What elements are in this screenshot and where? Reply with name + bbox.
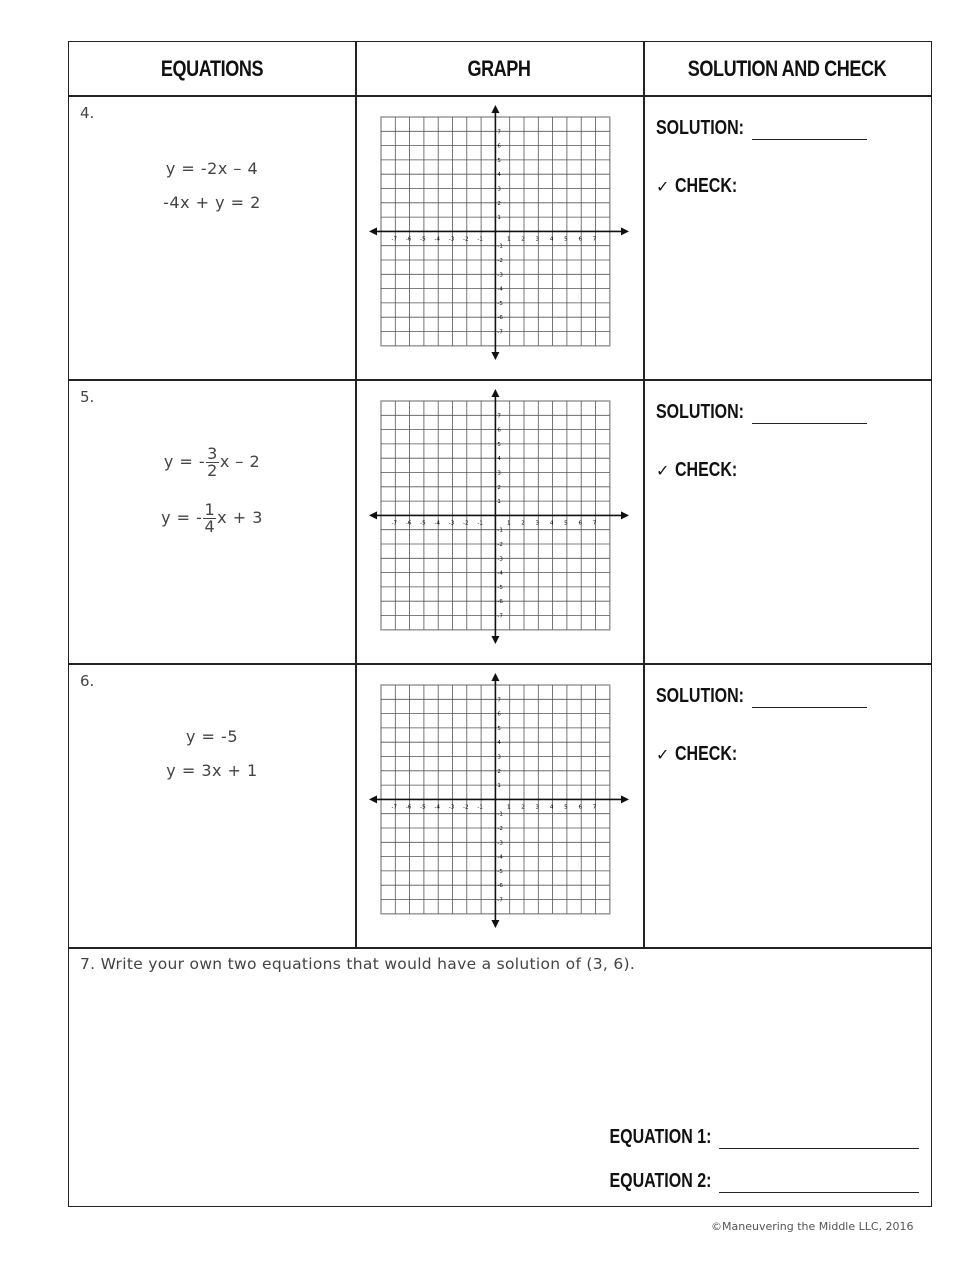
row-divider — [69, 947, 931, 949]
y-tick-label: -3 — [497, 840, 503, 847]
y-tick-label: 7 — [497, 697, 501, 704]
x-tick-label: 3 — [535, 520, 540, 527]
solution-field[interactable] — [656, 401, 867, 424]
x-tick-label: 4 — [549, 804, 554, 811]
y-tick-label: -5 — [497, 868, 503, 875]
x-tick-label: -3 — [448, 804, 455, 811]
x-tick-label: 5 — [564, 804, 568, 811]
y-tick-label: -2 — [497, 258, 503, 264]
equation-2-blank[interactable] — [719, 1192, 919, 1193]
x-tick-label: -7 — [391, 236, 398, 243]
equation-1-blank[interactable] — [719, 1148, 919, 1149]
y-tick-label: 3 — [497, 754, 501, 761]
coordinate-grid[interactable] — [369, 673, 629, 928]
solution-field[interactable] — [656, 685, 867, 708]
arrow-down-icon — [491, 636, 499, 644]
y-tick-label: -1 — [497, 811, 503, 818]
arrow-left-icon — [369, 795, 377, 803]
x-tick-label: -3 — [448, 520, 455, 527]
x-tick-label: -4 — [434, 804, 440, 811]
solution-blank[interactable] — [752, 423, 867, 424]
y-tick-label: -1 — [497, 243, 503, 250]
x-tick-label: -5 — [420, 236, 426, 243]
equation-2: -4x + y = 2 — [163, 193, 261, 212]
x-tick-label: 3 — [535, 804, 540, 811]
x-tick-label: 1 — [506, 804, 511, 811]
y-tick-label: -6 — [497, 883, 503, 890]
equation-prefix: y = - — [163, 452, 206, 471]
check-field — [656, 459, 753, 482]
x-tick-label: -7 — [391, 520, 398, 527]
fraction — [203, 502, 216, 535]
check-field — [656, 175, 753, 198]
equation-2 — [69, 502, 355, 535]
problem-number: 6. — [80, 672, 95, 690]
y-tick-label: 1 — [497, 499, 501, 506]
check-label: CHECK: — [674, 175, 738, 197]
x-tick-label: 5 — [564, 236, 568, 243]
check-label: CHECK: — [674, 459, 738, 481]
check-mark-icon: ✓ — [656, 179, 670, 196]
row-divider — [69, 95, 931, 97]
y-tick-label: 4 — [497, 740, 501, 747]
y-tick-label: 7 — [497, 413, 501, 420]
check-mark-icon: ✓ — [656, 463, 670, 480]
y-tick-label: -5 — [497, 584, 503, 591]
y-tick-label: 7 — [497, 129, 501, 136]
equation-2: y = 3x + 1 — [166, 761, 258, 780]
x-tick-label: -4 — [434, 236, 440, 243]
y-tick-label: 4 — [497, 172, 501, 179]
x-tick-label: -1 — [477, 520, 483, 527]
check-field — [656, 743, 753, 766]
y-tick-label: -7 — [497, 613, 503, 620]
x-tick-label: 3 — [535, 236, 540, 243]
y-tick-label: 2 — [497, 768, 501, 775]
x-tick-label: 7 — [592, 236, 597, 243]
arrow-down-icon — [491, 920, 499, 928]
arrow-up-icon — [491, 105, 499, 113]
problem-number: 5. — [80, 388, 95, 406]
y-tick-label: -2 — [497, 542, 503, 548]
y-tick-label: -7 — [497, 897, 503, 904]
equation-1 — [69, 446, 355, 479]
x-tick-label: -4 — [434, 520, 440, 527]
x-tick-label: -5 — [420, 520, 426, 527]
numerator: 1 — [204, 500, 216, 519]
worksheet-table — [68, 41, 932, 1207]
x-tick-label: 2 — [521, 804, 525, 811]
copyright-footer: ©Maneuvering the Middle LLC, 2016 — [711, 1220, 914, 1233]
arrow-up-icon — [491, 389, 499, 397]
x-tick-label: 6 — [578, 804, 582, 811]
solution-label: SOLUTION: — [656, 117, 744, 139]
row-divider — [69, 663, 931, 665]
y-tick-label: -3 — [497, 556, 503, 563]
arrow-left-icon — [369, 227, 377, 235]
y-tick-label: 4 — [497, 456, 501, 463]
x-tick-label: -3 — [448, 236, 455, 243]
question-7-prompt: 7. Write your own two equations that would have a solution of (3, 6). — [80, 955, 636, 973]
x-tick-label: 6 — [578, 520, 582, 527]
arrow-down-icon — [491, 352, 499, 360]
y-tick-label: -5 — [497, 300, 503, 307]
equation-1: y = -5 — [186, 727, 238, 746]
y-tick-label: 1 — [497, 215, 501, 222]
equation-2-field[interactable] — [584, 1170, 919, 1193]
y-tick-label: 5 — [497, 157, 501, 164]
arrow-right-icon — [621, 511, 629, 519]
x-tick-label: 7 — [592, 520, 597, 527]
y-tick-label: 5 — [497, 725, 501, 732]
coordinate-grid[interactable] — [369, 105, 629, 360]
x-tick-label: 6 — [578, 236, 582, 243]
check-label: CHECK: — [674, 743, 738, 765]
x-tick-label: -7 — [391, 804, 398, 811]
y-tick-label: 3 — [497, 186, 501, 193]
y-tick-label: -2 — [497, 826, 503, 832]
x-tick-label: 4 — [549, 520, 554, 527]
x-tick-label: -1 — [477, 804, 483, 811]
fraction — [206, 446, 219, 479]
header-equations: EQUATIONS — [160, 56, 264, 81]
y-tick-label: -6 — [497, 599, 503, 606]
equation-prefix: y = - — [161, 508, 203, 527]
equation-suffix: x – 2 — [219, 452, 261, 471]
y-tick-label: -4 — [497, 286, 503, 293]
equation-2-label: EQUATION 2: — [609, 1170, 711, 1192]
row-divider — [69, 379, 931, 381]
numerator: 3 — [207, 444, 218, 463]
solution-label: SOLUTION: — [656, 401, 744, 423]
denominator: 2 — [207, 461, 218, 480]
x-tick-label: 2 — [521, 236, 525, 243]
arrow-right-icon — [621, 227, 629, 235]
x-tick-label: -2 — [463, 804, 469, 811]
y-tick-label: 2 — [497, 484, 501, 491]
denominator: 4 — [204, 517, 216, 536]
check-mark-icon: ✓ — [656, 747, 670, 764]
y-tick-label: -6 — [497, 315, 503, 322]
y-tick-label: 1 — [497, 783, 501, 790]
arrow-left-icon — [369, 511, 377, 519]
equation-1: y = -2x – 4 — [165, 159, 259, 178]
arrow-up-icon — [491, 673, 499, 681]
y-tick-label: 6 — [497, 711, 501, 718]
y-tick-label: 5 — [497, 441, 501, 448]
x-tick-label: 1 — [506, 236, 511, 243]
equation-suffix: x + 3 — [217, 508, 263, 527]
y-tick-label: -3 — [497, 272, 503, 279]
x-tick-label: 4 — [549, 236, 554, 243]
solution-blank[interactable] — [752, 139, 867, 140]
x-tick-label: -6 — [405, 520, 412, 527]
x-tick-label: -6 — [405, 804, 412, 811]
x-tick-label: 5 — [564, 520, 568, 527]
x-tick-label: 7 — [592, 804, 597, 811]
solution-label: SOLUTION: — [656, 685, 744, 707]
arrow-right-icon — [621, 795, 629, 803]
x-tick-label: -2 — [463, 520, 469, 527]
header-solution-check: SOLUTION AND CHECK — [687, 56, 887, 81]
y-tick-label: -1 — [497, 527, 503, 534]
y-tick-label: 3 — [497, 470, 501, 477]
solution-blank[interactable] — [752, 707, 867, 708]
x-tick-label: -1 — [477, 236, 483, 243]
y-tick-label: 6 — [497, 427, 501, 434]
column-divider — [643, 42, 645, 948]
solution-field[interactable] — [656, 117, 867, 140]
equation-1-field[interactable] — [584, 1126, 919, 1149]
header-graph: GRAPH — [467, 56, 531, 81]
y-tick-label: 2 — [497, 200, 501, 207]
y-tick-label: -4 — [497, 854, 503, 861]
y-tick-label: -4 — [497, 570, 503, 577]
column-divider — [355, 42, 357, 948]
x-tick-label: 2 — [521, 520, 525, 527]
problem-number: 4. — [80, 104, 95, 122]
equation-1-label: EQUATION 1: — [609, 1126, 711, 1148]
y-tick-label: 6 — [497, 143, 501, 150]
x-tick-label: -6 — [405, 236, 412, 243]
x-tick-label: -5 — [420, 804, 426, 811]
y-tick-label: -7 — [497, 329, 503, 336]
coordinate-grid[interactable] — [369, 389, 629, 644]
x-tick-label: 1 — [506, 520, 511, 527]
x-tick-label: -2 — [463, 236, 469, 243]
